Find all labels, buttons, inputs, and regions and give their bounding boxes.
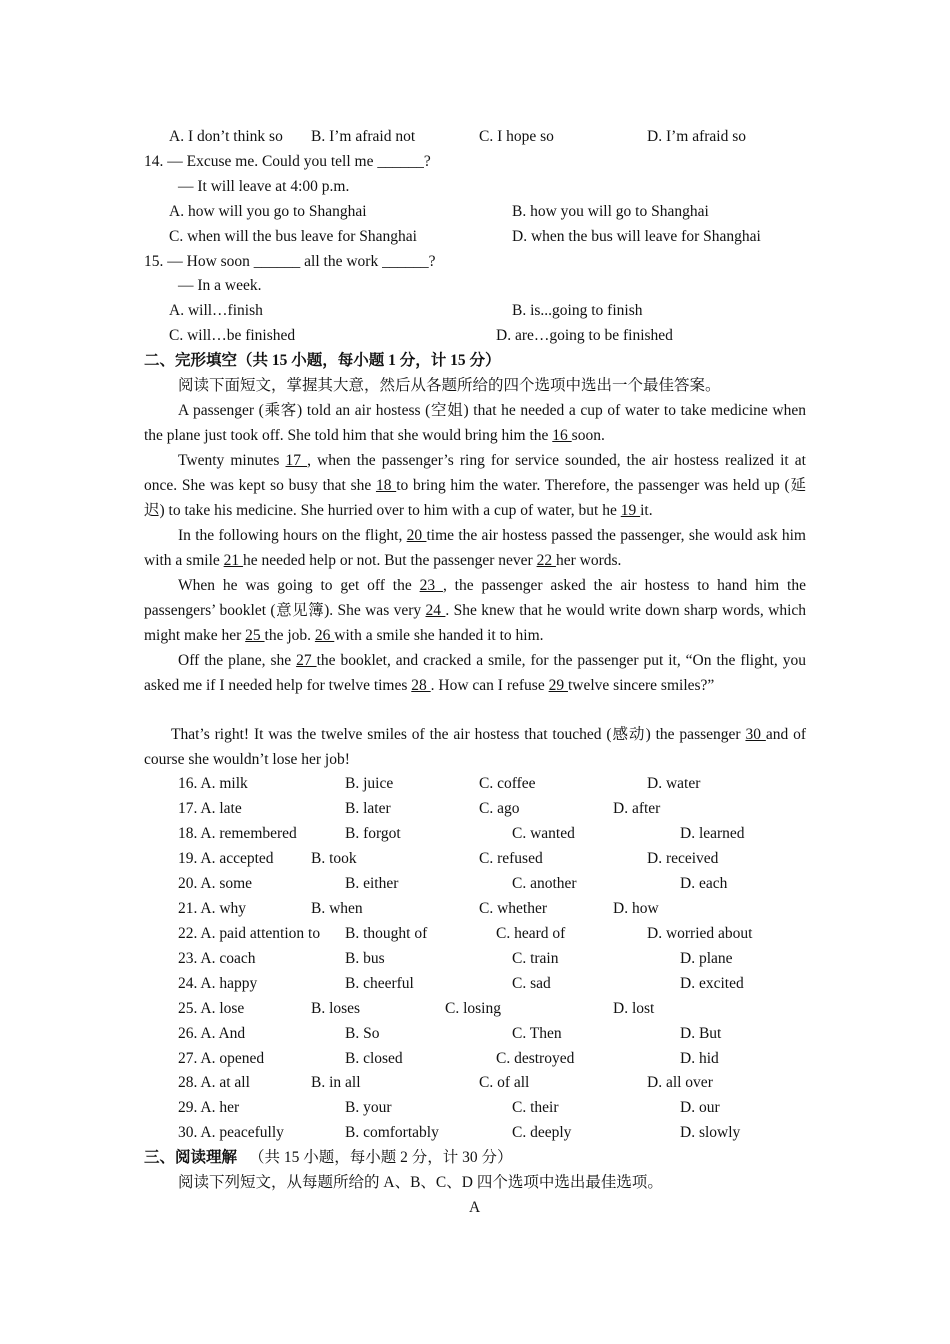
q29-option-b: B. your	[345, 1099, 392, 1117]
q17-option-c: C. ago	[479, 800, 520, 817]
q23-option-c: C. train	[512, 949, 559, 967]
q21-option-d: D. how	[613, 899, 659, 917]
section-2-instruction: 阅读下面短文，掌握其大意，然后从各题所给的四个选项中选出一个最佳答案。	[178, 377, 721, 394]
blank-26: 26	[314, 627, 335, 644]
passage-paragraph-5: Off the plane, she 27 the booklet, and cracked a smile, for the passenger put it, “On the flight, you asked me if I needed help for twelve times 28 . How can I refuse 29 twelve sincere smiles?”	[144, 652, 806, 694]
q13-option-a: A. I don’t think so	[169, 128, 283, 145]
q18-option-c: C. wanted	[512, 824, 575, 842]
q20-option-b: B. either	[345, 874, 399, 892]
blank-24: 24	[425, 602, 446, 619]
q20-option-c: C. another	[512, 874, 577, 892]
q20-option-a: 20. A. some	[178, 874, 253, 892]
q14-answer: — It will leave at 4:00 p.m.	[178, 178, 350, 195]
q23-option-d: D. plane	[680, 949, 733, 967]
q28-option-b: B. in all	[311, 1074, 361, 1092]
q24-option-d: D. excited	[680, 974, 744, 992]
q26-option-b: B. So	[345, 1024, 380, 1042]
q14-option-a: A. how will you go to Shanghai	[169, 203, 367, 220]
q29-option-c: C. their	[512, 1099, 559, 1117]
q17-option-a: 17. A. late	[178, 800, 242, 817]
q14-stem: 14. — Excuse me. Could you tell me ______?	[144, 153, 431, 170]
q15-option-a: A. will…finish	[169, 302, 263, 319]
q22-option-b: B. thought of	[345, 924, 428, 942]
q16-option-a: 16. A. milk	[178, 775, 248, 792]
q15-stem: 15. — How soon ______ all the work ______?	[144, 253, 436, 270]
q13-option-d: D. I’m afraid so	[647, 128, 746, 145]
q29-option-a: 29. A. her	[178, 1099, 240, 1117]
section-3-instruction: 阅读下列短文，从每题所给的 A、B、C、D 四个选项中选出最佳选项。	[178, 1174, 663, 1191]
q15-answer: — In a week.	[178, 277, 262, 294]
q13-option-c: C. I hope so	[479, 128, 554, 145]
q16-option-c: C. coffee	[479, 775, 536, 792]
passage-paragraph-6: That’s right! It was the twelve smiles of the air hostess that touched (感动) the passenger 30 and of course she wouldn’t lose her job!	[144, 726, 807, 768]
q30-option-b: B. comfortably	[345, 1124, 439, 1142]
blank-30: 30	[745, 726, 766, 743]
q13-option-b: B. I’m afraid not	[311, 128, 416, 145]
q30-option-c: C. deeply	[512, 1124, 572, 1142]
q28-option-d: D. all over	[647, 1074, 713, 1092]
q27-option-b: B. closed	[345, 1049, 403, 1067]
blank-29: 29	[548, 677, 568, 694]
q17-option-b: B. later	[345, 800, 391, 817]
q15-option-c: C. will…be finished	[169, 327, 296, 344]
section-3-title: 三、阅读理解	[144, 1149, 238, 1166]
passage-paragraph-1: A passenger (乘客) told an air hostess (空姐) that he needed a cup of water to take medicine when the plane just took off. She told him that she would bring him the 16 soon.	[144, 402, 806, 444]
q18-option-a: 18. A. remembered	[178, 824, 297, 842]
q15-option-d: D. are…going to be finished	[496, 327, 673, 344]
q28-option-c: C. of all	[479, 1074, 530, 1092]
q25-option-a: 25. A. lose	[178, 999, 245, 1017]
part-label-a: A	[469, 1199, 481, 1216]
q19-option-d: D. received	[647, 849, 719, 867]
q16-option-b: B. juice	[345, 775, 394, 792]
q24-option-b: B. cheerful	[345, 974, 414, 992]
section-3-note: （共 15 小题，每小题 2 分，计 30 分）	[249, 1149, 513, 1166]
q29-option-d: D. our	[680, 1099, 720, 1117]
q14-option-d: D. when the bus will leave for Shanghai	[512, 228, 761, 245]
passage-paragraph-3: In the following hours on the flight, 20 time the air hostess passed the passenger, she would ask him with a smile 21 he needed help or not. But the passenger never 22 her words.	[144, 527, 806, 569]
blank-17: 17	[285, 452, 308, 469]
blank-27: 27	[296, 652, 317, 669]
blank-22: 22	[536, 552, 556, 569]
q25-option-d: D. lost	[613, 999, 655, 1017]
q22-option-c: C. heard of	[496, 924, 566, 942]
q15-option-b: B. is...going to finish	[512, 302, 643, 319]
blank-18: 18	[375, 477, 397, 494]
q30-option-a: 30. A. peacefully	[178, 1124, 284, 1142]
q18-option-b: B. forgot	[345, 824, 401, 842]
q26-option-d: D. But	[680, 1024, 722, 1042]
q22-option-a: 22. A. paid attention to	[178, 924, 321, 942]
q21-option-a: 21. A. why	[178, 899, 247, 917]
q20-option-d: D. each	[680, 874, 728, 892]
q28-option-a: 28. A. at all	[178, 1074, 250, 1092]
blank-28: 28	[411, 677, 431, 694]
q14-option-c: C. when will the bus leave for Shanghai	[169, 228, 417, 245]
q17-option-d: D. after	[613, 800, 661, 817]
q25-option-c: C. losing	[445, 999, 501, 1017]
q26-option-a: 26. A. And	[178, 1024, 246, 1042]
q24-option-a: 24. A. happy	[178, 974, 258, 992]
blank-19: 19	[620, 502, 641, 519]
q19-option-a: 19. A. accepted	[178, 849, 274, 867]
q27-option-a: 27. A. opened	[178, 1049, 265, 1067]
q27-option-d: D. hid	[680, 1049, 719, 1067]
q23-option-b: B. bus	[345, 949, 385, 967]
q19-option-c: C. refused	[479, 849, 543, 867]
q22-option-d: D. worried about	[647, 924, 753, 942]
section-3-heading	[144, 1148, 513, 1168]
q24-option-c: C. sad	[512, 974, 551, 992]
section-2-title: 二、完形填空（共 15 小题，每小题 1 分，计 15 分）	[144, 352, 501, 369]
blank-16: 16	[552, 427, 572, 444]
q18-option-d: D. learned	[680, 824, 745, 842]
q14-option-b: B. how you will go to Shanghai	[512, 203, 709, 220]
q21-option-b: B. when	[311, 899, 363, 917]
q19-option-b: B. took	[311, 849, 357, 867]
passage-paragraph-2: Twenty minutes 17 , when the passenger’s ring for service sounded, the air hostess realized it at once. She was kept so busy that she 18 to bring him the water. Therefore, the passenger was held up (延迟) to take his medicine. She hurried over to him with a cup of water, but he 19 it.	[144, 452, 806, 519]
passage-paragraph-4: When he was going to get off the 23 , the passenger asked the air hostess to hand him the passengers’ booklet (意见簿). She was very 24 . She knew that he would write down sharp words, which might make her 25 the job. 26 with a smile she handed it to him.	[144, 577, 807, 644]
q21-option-c: C. whether	[479, 899, 548, 917]
q23-option-a: 23. A. coach	[178, 949, 256, 967]
blank-25: 25	[245, 627, 265, 644]
q27-option-c: C. destroyed	[496, 1049, 575, 1067]
blank-23: 23	[419, 577, 443, 594]
blank-20: 20	[406, 527, 427, 544]
q30-option-d: D. slowly	[680, 1124, 741, 1142]
q25-option-b: B. loses	[311, 999, 361, 1017]
q26-option-c: C. Then	[512, 1024, 562, 1042]
blank-21: 21	[223, 552, 244, 569]
q16-option-d: D. water	[647, 775, 701, 792]
